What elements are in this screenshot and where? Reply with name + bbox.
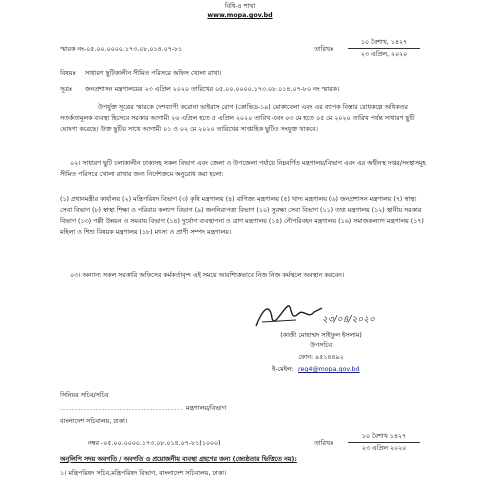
signatory-email[interactable]: reg4@mopa.gov.bd <box>298 366 360 373</box>
copy-memo-number: নম্বর -০৫.০০.০০০০.১৭৩.০৮.০১৪.০৭-৮১(১০০০) <box>88 440 221 447</box>
signature-scribble <box>252 300 332 332</box>
email-label: ই-মেইল: <box>272 366 294 373</box>
paragraph-3: ০৩। অন্যান্য সকল সরকারি অফিসের কর্মকর্তাবৃন্দ এই সময়ে আবশ্যিকভাবে নিজ নিজ কর্মস্থলে অবস্থান করবেন। <box>70 272 345 279</box>
subject-text: সাধারণ ছুটিকালীন সীমিত পরিসরে অফিস খোলা রাখা। <box>85 70 222 77</box>
memo-date <box>348 38 420 59</box>
office-branch: বিধি-৪ শাখা <box>224 3 256 10</box>
memo-date-en: ২৩ এপ্রিল, ২০২০ <box>360 51 408 58</box>
copy-memo-date <box>348 432 420 453</box>
recipient-ministry: মন্ত্রণালয়/বিভাগ <box>186 405 226 412</box>
recipient-title: সিনিয়র সচিব/সচিব <box>60 392 109 399</box>
subject-label: বিষয়ঃ <box>60 70 76 77</box>
copy-memo-date-en: ২৩ এপ্রিল ২০২০ <box>361 445 407 452</box>
distribution-item-1: ১। মন্ত্রিপরিষদ সচিব,মন্ত্রিপরিষদ বিভাগ, বাংলাদেশ সচিবালয়, ঢাকা। <box>60 470 227 477</box>
reference-text: জনপ্রশাসন মন্ত্রণালয়ের ২৩ এপ্রিল ২০২০ তারিখের ০৫.০০.০০০০.১৭৩.০৮.০১৪.০৭-৮০ নং স্মারক। <box>85 86 340 93</box>
memo-number: স্মারক নং-০৫.০০.০০০০.১৭৩.০৮.০১৪.০৭-৮১ <box>60 46 183 53</box>
copy-memo-date-label: তারিখঃ <box>314 440 334 447</box>
signatory-name: (কাজী মোহাম্মদ সাইফুল ইসলাম) <box>280 332 362 339</box>
reference-label: সূত্রঃ <box>60 86 73 93</box>
website-link[interactable]: www.mopa.gov.bd <box>207 12 273 19</box>
memo-date-bn: ১০ বৈশাখ, ১৪২৭ <box>360 39 408 46</box>
ministry-list: (১) প্রধানমন্ত্রীর কার্যালয় (২) মন্ত্রিপরিষদ বিভাগ (৩) কৃষি মন্ত্রণালয় (৪) বাণিজ্য মন্ত্রণালয় (৫) খাদ্য মন্ত্রণালয় (৬) জনপ্রশাসন মন্ত্রণালয় (৭) স্বাস্থ্য সেবা বিভাগ (৮) স্বাস্থ্য শিক্ষা ও পরিবার কল্যাণ বিভাগ (৯) জননিরাপত্তা বিভাগ (১০) সুরক্ষা সেবা বিভাগ (১১) তথ্য মন্ত্রণালয় (১২) স্থানীয় সরকার বিভাগ (১৩) পল্লী উন্নয়ন ও সমবায় বিভাগ (১৪) দুর্যোগ ব্যবস্থাপনা ও ত্রাণ মন্ত্রণালয় (১৫) নৌপরিবহন মন্ত্রণালয় (১৬) সমাজকল্যাণ মন্ত্রণালয় (১৭) মহিলা ও শিশু বিষয়ক মন্ত্রণালয় (১৮) মৎস্য ও প্রাণী সম্পদ মন্ত্রণালয়। <box>60 196 424 236</box>
signatory-phone: ফোন: ৯৫১৪৪৯২ <box>298 354 344 361</box>
paragraph-1: উপর্যুক্ত সূত্রের স্মারকে দেশব্যাপী করোনা ভাইরাস রোগ (কোভিড-১৯) মোকাবেলা এবং এর ব্যাপক বিস্তার রোধকল্পে অধিকতর সতর্কতামূলক ব্যবস্থা হিসেবে সরকার আগামী ২৬ এপ্রিল হতে ৫ এপ্রিল ২০২০ তারিখ এবং ০৩ মে হতে ০৫ মে ২০২০ তারিখ পর্যন্ত সাধারণ ছুটি ঘোষণা করেছে। উক্ত ছুটির সাথে আগামী ০১ ও ০২ মে ২০২০ তারিখের সাপ্তাহিক ছুটিও সংযুক্ত থাকবে। <box>60 104 415 133</box>
recipient-blank: ......................................... <box>60 405 184 412</box>
signatory-designation: উপসচিব <box>309 342 333 349</box>
memo-date-label: তারিখঃ <box>314 46 334 53</box>
distribution-heading: অনুলিপি সদয় অবগতি / অবগতি ও প্রয়োজনীয় ব্যবস্থা গ্রহণের জন্য (জ্যেষ্ঠতার ভিত্তিতে নয়): <box>60 456 297 463</box>
paragraph-2: ০২। সাধারণ ছুটি চলাকালীন ঢাকাসহ সকল বিভাগ এবং জেলা ও উপজেলা পর্যায়ে নিম্নবর্ণিত মন্ত্রণালয়/বিভাগ এবং এর অধীনস্থ দপ্তর/সংস্থাসমূহ সীমিত পরিসরে খোলা রাখার জন্য নির্দেশক্রমে অনুরোধ করা হলো: <box>60 160 426 178</box>
recipient-place: বাংলাদেশ সচিবালয়, ঢাকা। <box>60 418 128 425</box>
copy-memo-date-bn: ১০ বৈশাখ ১৪২৭ <box>361 433 407 440</box>
signature-date: ২৩/০৪/২০২০ <box>322 315 375 325</box>
